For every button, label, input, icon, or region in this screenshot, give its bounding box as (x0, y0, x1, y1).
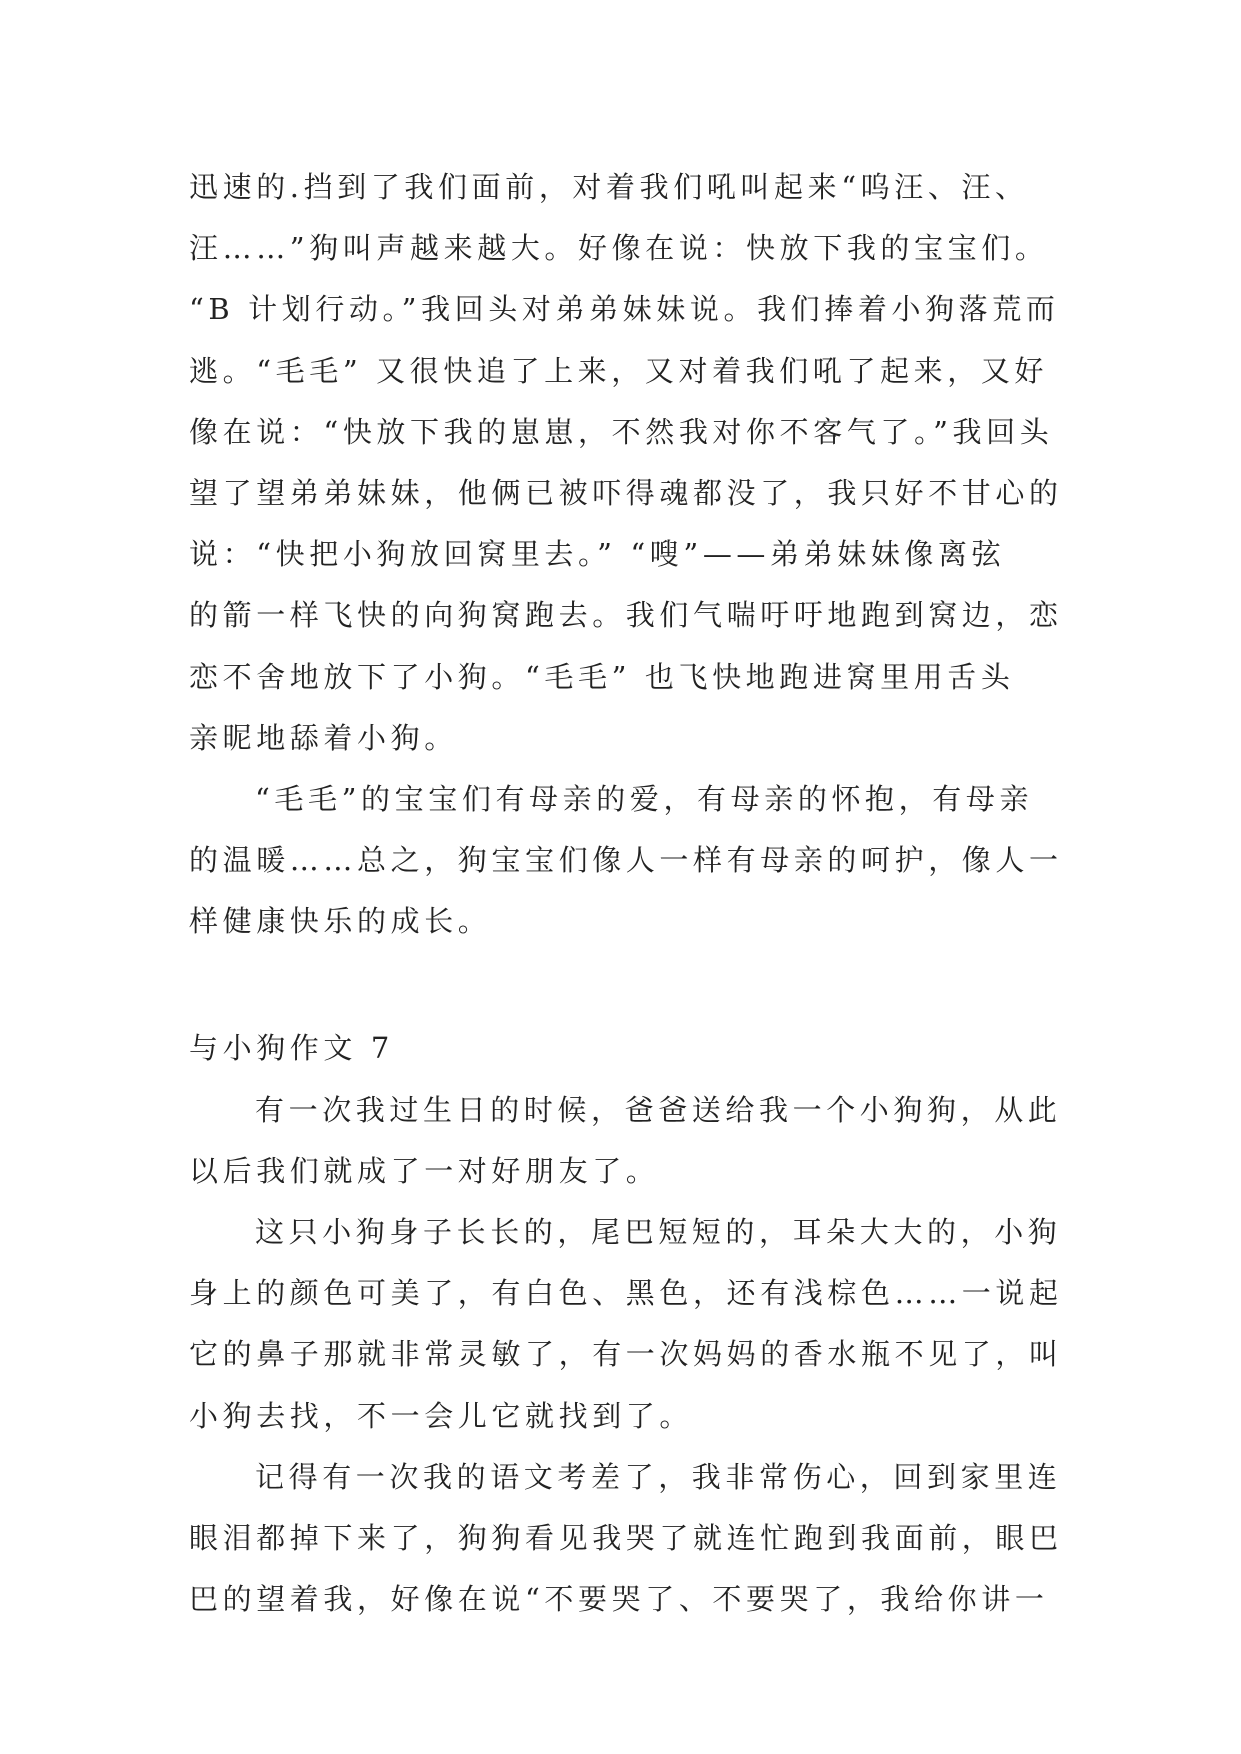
text-line: 有一次我过生日的时候，爸爸送给我一个小狗狗，从此 (255, 1092, 1062, 1127)
text-line: 恋不舍地放下了小狗。“毛毛” 也飞快地跑进窝里用舌头 (189, 659, 1015, 694)
document-page (189, 157, 1063, 1630)
paragraph (189, 1202, 1063, 1447)
text-line: 这只小狗身子长长的，尾巴短短的，耳朵大大的，小狗 (255, 1215, 1062, 1250)
paragraph (189, 769, 1063, 953)
text-line: 以后我们就成了一对好朋友了。 (189, 1153, 660, 1188)
text-line: “毛毛”的宝宝们有母亲的爱，有母亲的怀抱，有母亲 (255, 781, 1034, 816)
essay-title: 与小狗作文 7 (189, 1031, 394, 1066)
text-line: 逃。“毛毛” 又很快追了上来，又对着我们吼了起来，又好 (189, 353, 1049, 388)
paragraph (189, 157, 1063, 769)
text-line: 样健康快乐的成长。 (189, 904, 492, 939)
text-line: 身上的颜色可美了，有白色、黑色，还有浅棕色……一说起 (189, 1276, 1063, 1311)
paragraph (189, 1447, 1063, 1631)
text-line: 的温暖……总之，狗宝宝们像人一样有母亲的呵护，像人一 (189, 843, 1063, 878)
text-line: 眼泪都掉下来了，狗狗看见我哭了就连忙跑到我面前，眼巴 (189, 1520, 1063, 1555)
text-line: 说：“快把小狗放回窝里去。” “嗖”——弟弟妹妹像离弦 (189, 537, 1006, 572)
paragraph (189, 1080, 1062, 1202)
text-line: 汪……”狗叫声越来越大。好像在说：快放下我的宝宝们。 (189, 231, 1049, 266)
text-line: 像在说：“快放下我的崽崽，不然我对你不客气了。”我回头 (189, 414, 1054, 449)
text-line: 的箭一样飞快的向狗窝跑去。我们气喘吁吁地跑到窝边，恋 (189, 598, 1063, 633)
text-line: 巴的望着我，好像在说“不要哭了、不要哭了，我给你讲一 (189, 1582, 1049, 1617)
text-line: 它的鼻子那就非常灵敏了，有一次妈妈的香水瓶不见了，叫 (189, 1337, 1063, 1372)
text-line: 迅速的.挡到了我们面前，对着我们吼叫起来“呜汪、汪、 (189, 170, 1029, 204)
text-line: 小狗去找，不一会儿它就找到了。 (189, 1398, 694, 1433)
text-line: “B 计划行动。”我回头对弟弟妹妹说。我们捧着小狗落荒而 (189, 292, 1060, 327)
text-line: 亲昵地舔着小狗。 (189, 720, 458, 755)
text-line: 望了望弟弟妹妹，他俩已被吓得魂都没了，我只好不甘心的 (189, 475, 1063, 510)
section-spacer (189, 952, 1055, 1018)
text-line: 记得有一次我的语文考差了，我非常伤心，回到家里连 (255, 1459, 1062, 1494)
